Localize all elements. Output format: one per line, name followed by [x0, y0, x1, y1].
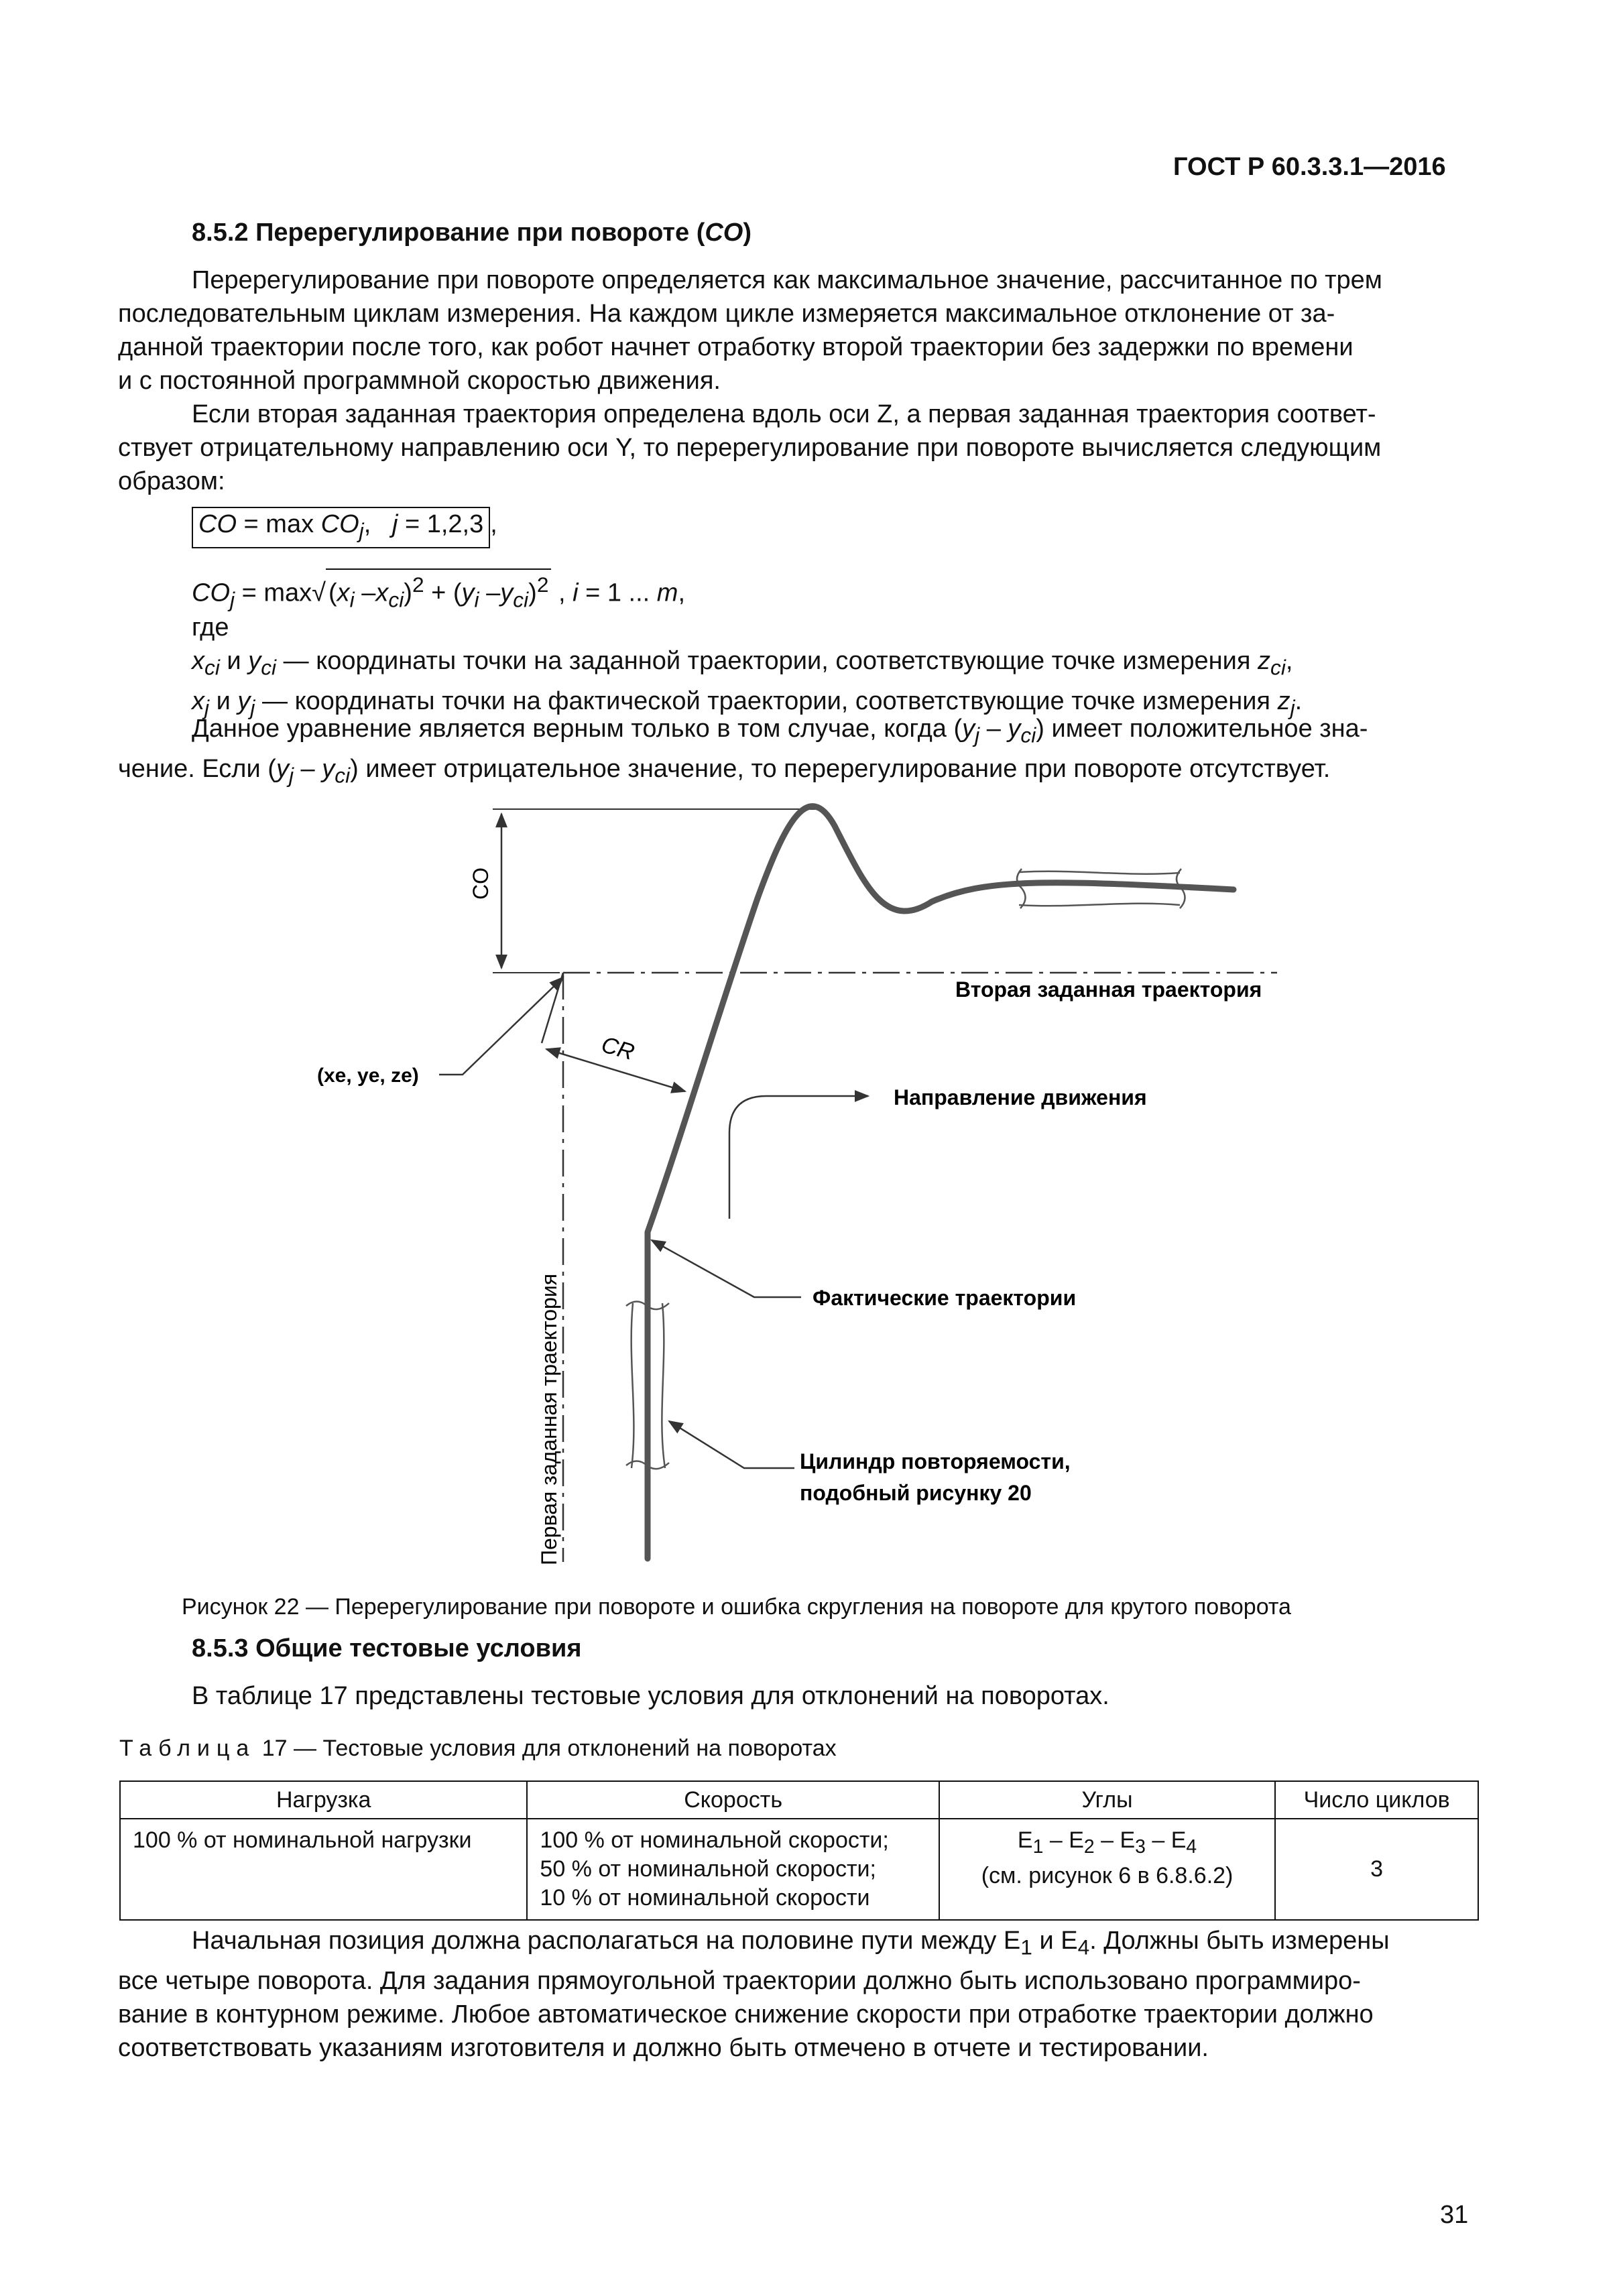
- standard-code: ГОСТ Р 60.3.3.1—2016: [1173, 153, 1446, 181]
- section-heading-852: 8.5.2 Перерегулирование при повороте (CO): [192, 219, 752, 247]
- closing-paragraph: [118, 1924, 1479, 2065]
- direction-label: Направление движения: [894, 1085, 1147, 1109]
- text-line: образом:: [118, 467, 225, 495]
- text-line: соответствовать указаниям изготовителя и должно быть отмечено в отчете и тестировании.: [118, 2033, 1209, 2062]
- cylinder-break: [1017, 869, 1026, 908]
- cell-cycles: 3: [1275, 1819, 1478, 1920]
- table-intro: В таблице 17 представлены тестовые условия для отклонений на поворотах.: [192, 1682, 1109, 1710]
- page-number: 31: [1440, 2201, 1469, 2229]
- cylinder-label-line2: подобный рисунку 20: [800, 1481, 1032, 1505]
- corner-offset-line: [542, 973, 563, 1043]
- text-line: Начальная позиция должна располагаться на половине пути между $E_1$ и $E_4$. Должны быть измерены: [192, 1927, 1390, 1959]
- actual-trajectories-leader: [652, 1240, 801, 1297]
- where-word: где: [192, 613, 229, 642]
- definition-actual: $x_j$ и $y_j$ — координаты точки на фактической траектории, соответствующие точке измерения $z_j$.: [192, 686, 1303, 720]
- cr-label: CR: [598, 1032, 638, 1066]
- text-line: все четыре поворота. Для задания прямоугольной траектории должно быть использовано программиро-: [118, 1966, 1361, 1995]
- header-cell-speed: Скорость: [527, 1781, 939, 1819]
- definition-target: $x_{ci}$ и $y_{ci}$ — координаты точки на заданной траектории, соответствующие точке измерения $z_{ci}$,: [192, 647, 1293, 680]
- direction-arrow: [729, 1096, 868, 1219]
- cell-speed: 100 % от номинальной скорости; 50 % от номинальной скорости; 10 % от номинальной скорости: [527, 1819, 939, 1920]
- text-line: Если вторая заданная траектория определена вдоль оси Z, а первая заданная траектория соответ-: [192, 400, 1376, 428]
- header-cell-load: Нагрузка: [120, 1781, 527, 1819]
- table-17: [119, 1780, 1479, 1921]
- cylinder-label-line1: Цилиндр повторяемости,: [800, 1449, 1071, 1473]
- cylinder-edge: [662, 1303, 665, 1468]
- header-cell-cycles: Число циклов: [1275, 1781, 1478, 1819]
- text-line: Перерегулирование при повороте определяется как максимальное значение, рассчитанное по трем: [192, 266, 1382, 294]
- table-title: Таблица 17 — Тестовые условия для отклонений на поворотах: [119, 1736, 837, 1761]
- table-header-row: [120, 1781, 1478, 1819]
- text-line: Данное уравнение является верным только в том случае, когда $(y_j - y_{ci})$ имеет положительное зна-: [192, 715, 1368, 747]
- figure-caption: Рисунок 22 — Перерегулирование при повороте и ошибка скругления на повороте для крутого поворота: [182, 1594, 1291, 1620]
- text-line: и с постоянной программной скоростью движения.: [118, 367, 721, 395]
- text-line: чение. Если $(y_j - y_{ci})$ имеет отрицательное значение, то перерегулирование при повороте отсутствует.: [118, 754, 1331, 788]
- text-line: последовательным циклам измерения. На каждом цикле измеряется максимальное отклонение от за-: [118, 300, 1335, 328]
- sqrt-body: ($x_i$ $-x_{ci})^2 + (y_i$ $-y_{ci})^2$: [326, 568, 551, 614]
- actual-trajectories-label: Фактические траектории: [813, 1286, 1077, 1310]
- text-line: данной траектории после того, как робот начнет отработку второй траектории без задержки по времени: [118, 333, 1354, 361]
- sqrt-radical: √: [312, 579, 326, 607]
- table-row: [120, 1819, 1478, 1920]
- point-leader: [439, 977, 563, 1075]
- second-target-path-label: Вторая заданная траектория: [955, 977, 1262, 1002]
- cylinder-leader: [669, 1421, 794, 1468]
- cell-load: 100 % от номинальной нагрузки: [120, 1819, 527, 1920]
- text-line: ствует отрицательному направлению оси Y, то перерегулирование при повороте вычисляется следующим: [118, 434, 1382, 462]
- first-target-path-label: Первая заданная траектория: [537, 1273, 561, 1565]
- formula-coj: $CO_j = \max√$ ($x_i$ $-x_{ci})^2 + (y_i$ $-y_{ci})^2$ , i = 1 ... m,: [192, 568, 685, 616]
- actual-trajectory: [648, 806, 1234, 1559]
- cylinder-edge: [1019, 904, 1180, 906]
- section-heading-853: 8.5.3 Общие тестовые условия: [192, 1634, 582, 1663]
- cell-angles: $E_1 - E_2 - E_3 - E_4$ (см. рисунок 6 в 6.8.6.2): [939, 1819, 1275, 1920]
- header-cell-angles: Углы: [939, 1781, 1275, 1819]
- formula-co-max: CO = $\max CO_j$, j = 1,2,3 ,: [192, 507, 497, 548]
- co-label: CO: [469, 867, 493, 900]
- cylinder-edge: [1019, 871, 1180, 874]
- cylinder-edge: [632, 1303, 634, 1468]
- point-label: (xe, ye, ze): [317, 1065, 419, 1087]
- formula-box: CO = $\max CO_j$, j = 1,2,3: [192, 507, 490, 548]
- text-line: вание в контурном режиме. Любое автоматическое снижение скорости при отработке траектории должно: [118, 2000, 1374, 2029]
